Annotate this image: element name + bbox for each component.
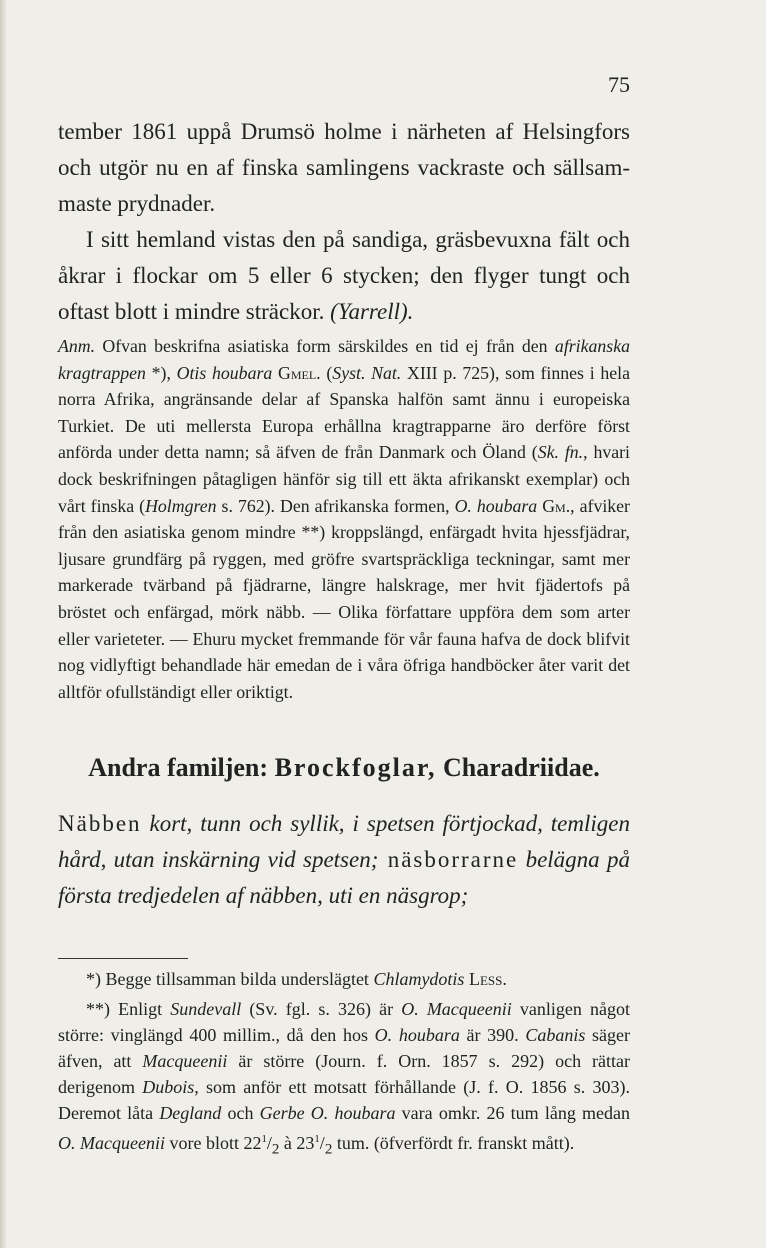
fn-italic: O. houbara — [374, 1025, 460, 1045]
anm-italic: Sk. fn. — [537, 442, 584, 463]
term-nasborrarne: näsborrarne — [378, 847, 519, 872]
page-number: 75 — [608, 72, 630, 97]
anm-author: Gmel. — [278, 362, 321, 383]
heading-brockfoglar: Brockfoglar, — [274, 753, 437, 782]
footnote-2 — [58, 996, 630, 1163]
fn-text: vara omkr. 26 tum lång medan — [395, 1103, 630, 1123]
family-description — [58, 806, 630, 914]
fn-text: och — [221, 1103, 260, 1123]
fn-text: säger äfven, att — [58, 1025, 631, 1071]
fn-italic: Sundevall — [170, 999, 242, 1019]
heading-family: Andra familjen: — [88, 753, 275, 782]
anm-italic: Syst. Nat. — [332, 362, 402, 383]
anm-text: XIII p. 725), som finnes i hela norra Afrika, angränsande delar af Spanska halfön samt ännu i europeiska Turkiet. De uti mellersta Europa erhållna kragtrapparne äro derföre först anförda under detta namn; så äfven de från Danmark och Öland ( — [58, 362, 630, 463]
description-paragraph — [58, 806, 630, 914]
fn-fraction: 1 — [261, 1133, 267, 1145]
fn-italic: Degland — [159, 1103, 222, 1123]
fn-italic: O. Macqueenii — [58, 1133, 165, 1153]
anm-text: *), — [145, 362, 177, 383]
description-italic: belägna på första tredjedelen af näbben, uti en näsgrop; — [58, 847, 630, 908]
fn-fraction: 1 — [314, 1133, 320, 1145]
anm-text: Ofvan beskrifna asiatiska form särskildes en tid ej från den — [95, 336, 555, 356]
citation-yarrell: (Yarrell). — [330, 299, 414, 324]
anm-text: ( — [320, 362, 333, 383]
anm-author: Gm. — [542, 495, 571, 516]
fn-text: (Sv. fgl. s. 326) är — [241, 999, 402, 1019]
fn-text: vore blott 22 — [164, 1133, 262, 1153]
fn-italic: Chlamydotis — [373, 969, 465, 989]
footnote-1 — [58, 966, 630, 992]
main-text — [58, 114, 630, 330]
fn-text: tum. (öfverfördt fr. franskt mått). — [332, 1133, 575, 1153]
annotation-note — [58, 333, 630, 705]
anm-text: s. 762). Den afrikanska formen, — [216, 495, 455, 516]
fn-text: *) Begge tillsamman bilda underslägtet — [86, 969, 374, 989]
term-nabben: Näbben — [58, 811, 142, 836]
anm-italic: afrikanska kragtrappen — [58, 336, 630, 383]
fn-fraction: 2 — [324, 1141, 333, 1158]
anm-text: , afviker från den asiatiska genom mindre **) kroppslängd, enfärgadt hvita hjessfjädrar, ljusare grundfärg på ryggen, med gröfre svartspräckliga teckningar, samt mer markerade tvärband på fjädrarne, längre halskrage, mer hvit fjädertofs på bröstet och enfärgad, mörk näbb. — Olika författare uppföra dem som arter eller varieteter. — Ehuru mycket fremmande för vår fauna hafva de dock blifvit nog vidlyftigt behandlade här emedan de i våra öfriga handböcker åter varit det alltför ofullständigt eller oriktigt. — [58, 495, 630, 702]
fn-fraction: / — [266, 1133, 272, 1153]
description-italic: kort, tunn och syllik, i spetsen förtjockad, temligen hård, utan inskärning vid spetsen; — [58, 811, 630, 872]
anm-text: , hvari dock beskrifningen påtagligen hänför sig till ett äkta afrikanskt exemplar) och vårt finska ( — [58, 442, 630, 516]
anm-italic: Otis houbara — [176, 362, 273, 383]
fn-fraction: / — [319, 1133, 325, 1153]
paragraph-2-text: I sitt hemland vistas den på sandiga, gräsbevuxna fält och åkrar i flockar om 5 eller 6 stycken; den flyger tungt och oftast blott i mindre sträckor. — [58, 227, 630, 324]
anm-label: Anm. — [58, 336, 96, 356]
heading-charadriidae: Charadriidae. — [436, 753, 600, 782]
fn-text: är 390. — [459, 1025, 526, 1045]
page-edge — [0, 0, 7, 1248]
fn-italic: Dubois — [142, 1077, 195, 1097]
footnote-rule — [58, 958, 188, 959]
fn-text: vanligen något större: vinglängd 400 millim., då den hos — [58, 999, 630, 1045]
fn-italic: Cabanis — [525, 1025, 586, 1045]
fn-text: à 23 — [279, 1133, 315, 1153]
footnotes — [58, 966, 630, 1163]
fn-italic: Gerbe O. houbara — [259, 1103, 396, 1123]
section-heading — [58, 753, 630, 783]
fn-italic: O. Macqueenii — [401, 999, 512, 1019]
fn-author: Less. — [468, 969, 507, 989]
paragraph-2 — [58, 222, 630, 330]
fn-text: **) Enligt — [86, 999, 171, 1019]
paragraph-1: tember 1861 uppå Drumsö holme i närheten af Helsingfors och utgör nu en af finska samlingens vackraste och sällsammaste prydnader. — [58, 119, 630, 216]
anm-italic: Holmgren — [145, 495, 217, 516]
fn-fraction: 2 — [271, 1141, 280, 1158]
fn-text: , som anför ett motsatt förhållande (J. f. O. 1856 s. 303). Deremot låta — [58, 1077, 630, 1123]
fn-text: är större (Journ. f. Orn. 1857 s. 292) och rättar derigenom — [58, 1051, 631, 1097]
anm-italic: O. houbara — [454, 495, 538, 516]
fn-italic: Macqueenii — [142, 1051, 228, 1071]
